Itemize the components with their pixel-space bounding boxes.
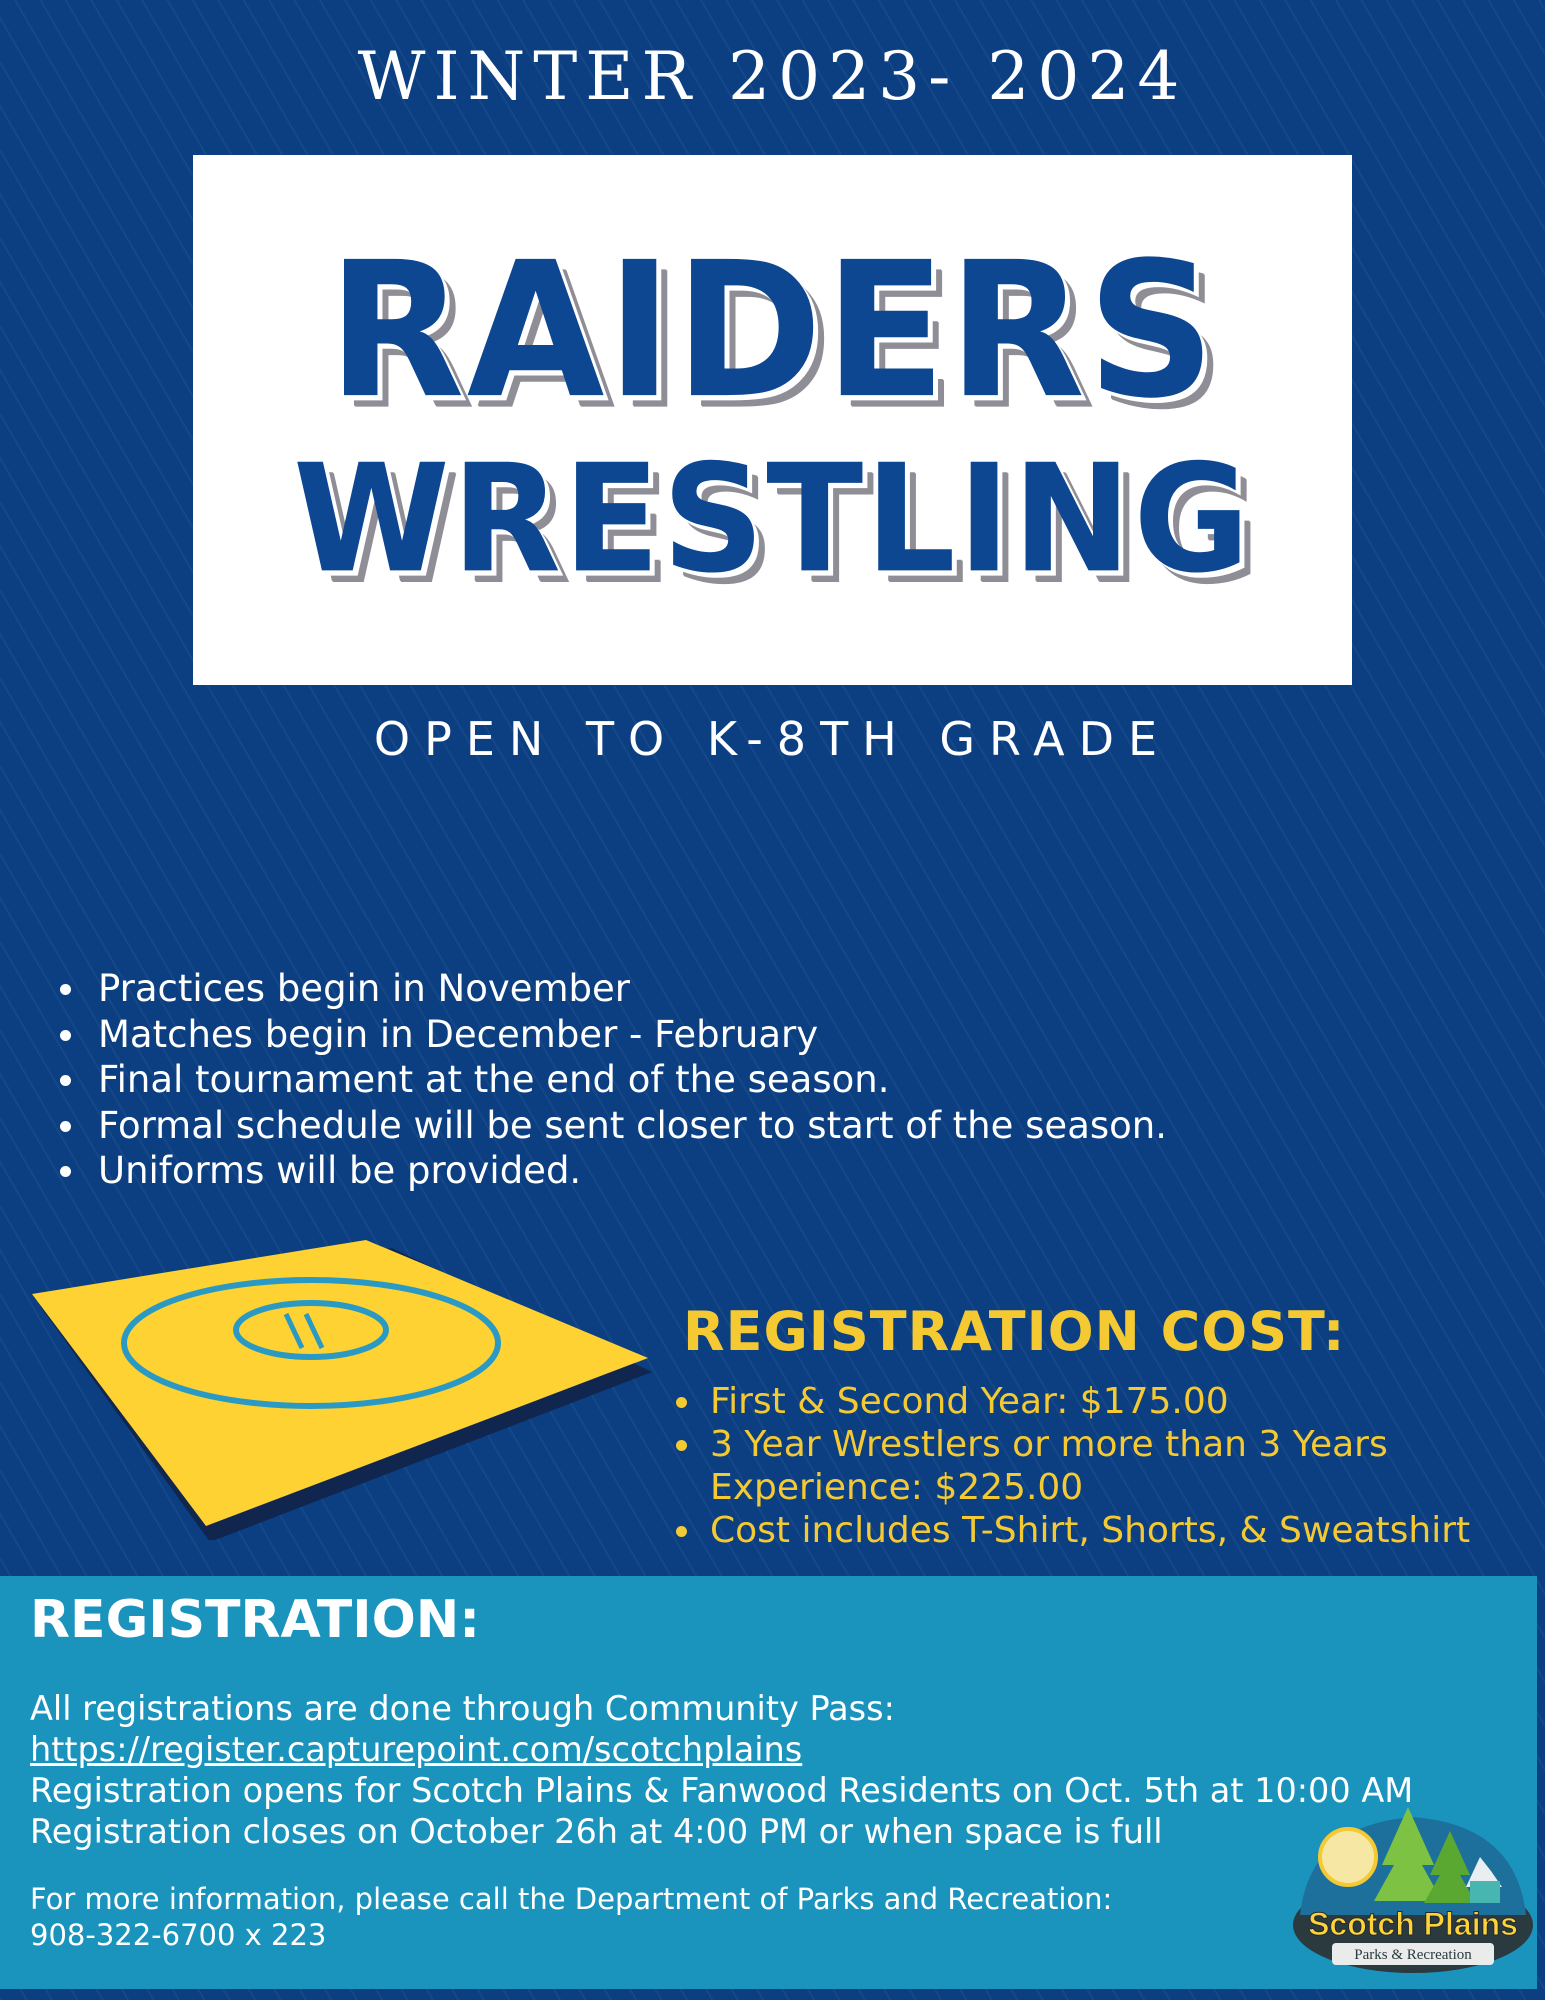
list-item: 3 Year Wrestlers or more than 3 Years Experience: $225.00 <box>672 1423 1532 1509</box>
title-banner <box>193 155 1352 685</box>
season-title: WINTER 2023- 2024 <box>357 38 1188 115</box>
registration-cost-list <box>672 1380 1532 1552</box>
registration-closes: Registration closes on October 26h at 4:00 PM or when space is full <box>30 1812 1163 1851</box>
registration-intro: All registrations are done through Community Pass: <box>30 1689 895 1728</box>
registration-link[interactable]: https://register.capturepoint.com/scotchplains <box>30 1730 803 1769</box>
title-wrestling: WRESTLING <box>293 432 1252 607</box>
list-item: Cost includes T-Shirt, Shorts, & Sweatshirt <box>672 1509 1532 1552</box>
contact-phone: 908-322-6700 x 223 <box>30 1918 327 1952</box>
registration-heading: REGISTRATION: <box>30 1590 481 1650</box>
scotch-plains-logo <box>1290 1795 1536 1975</box>
list-item: First & Second Year: $175.00 <box>672 1380 1532 1423</box>
program-info-list <box>58 966 1167 1194</box>
logo-subtitle: Parks & Recreation <box>1354 1947 1472 1963</box>
list-item: Formal schedule will be sent closer to start of the season. <box>58 1103 1167 1149</box>
registration-cost-heading: REGISTRATION COST: <box>683 1300 1346 1363</box>
title-raiders: RAIDERS <box>327 221 1218 440</box>
contact-info <box>30 1881 1112 1953</box>
logo-name: Scotch Plains <box>1308 1906 1518 1942</box>
wrestling-mat-illustration <box>28 1240 653 1540</box>
list-item: Uniforms will be provided. <box>58 1148 1167 1194</box>
registration-opens: Registration opens for Scotch Plains & Fanwood Residents on Oct. 5th at 10:00 AM <box>30 1771 1414 1810</box>
grade-eligibility: OPEN TO K-8TH GRADE <box>373 712 1172 766</box>
list-item: Practices begin in November <box>58 966 1167 1012</box>
list-item: Final tournament at the end of the season. <box>58 1057 1167 1103</box>
list-item: Matches begin in December - February <box>58 1012 1167 1058</box>
contact-text: For more information, please call the Department of Parks and Recreation: <box>30 1882 1113 1916</box>
